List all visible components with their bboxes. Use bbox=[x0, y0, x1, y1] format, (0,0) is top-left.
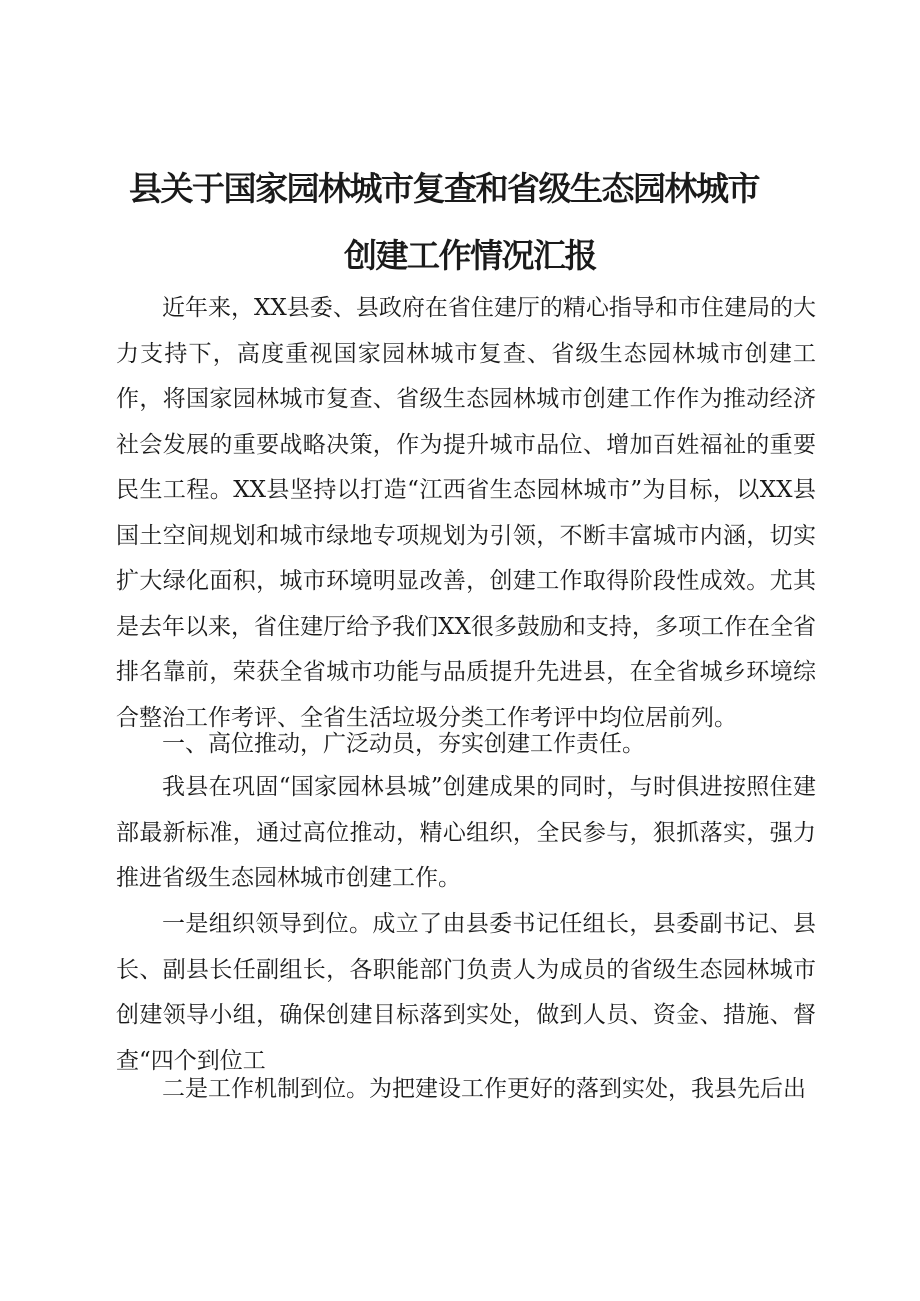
section-heading-1: 一、高位推动，广泛动员，夯实创建工作责任。 bbox=[162, 731, 645, 757]
paragraph-section1-summary: 我县在巩固“国家园林县城”创建成果的同时，与时俱进按照住建部最新标准，通过高位推动，精心组织，全民参与，狠抓落实，强力推进省级生态园林城市创建工作。 bbox=[116, 774, 816, 891]
paragraph-intro: 近年来，XX县委、县政府在省住建厅的精心指导和市住建局的大力支持下，高度重视国家园林城市复查、省级生态园林城市创建工作，将国家园林城市复查、省级生态园林城市创建工作作为推动经济社会发展的重要战略决策，作为提升城市品位、增加百姓福祉的重要民生工程。XX县坚持以打造“江西省生态园林城市”为目标，以XX县国土空间规划和城市绿地专项规划为引领，不断丰富城市内涵，切实扩大绿化面积，城市环境明显改善，创建工作取得阶段性成效。尤其是去年以来，省住建厅给予我们XX很多鼓励和支持，多项工作在全省排名靠前，荣获全省城市功能与品质提升先进县，在全省城乡环境综合整治工作考评、全省生活垃圾分类工作考评中均位居前列。 bbox=[116, 295, 816, 731]
document-title-line-2: 创建工作情况汇报 bbox=[344, 236, 596, 275]
paragraph-work-mechanism: 二是工作机制到位。为把建设工作更好的落到实处，我县先后出 bbox=[162, 1076, 806, 1102]
document-title-line-1: 县关于国家园林城市复查和省级生态园林城市 bbox=[129, 169, 759, 208]
paragraph-organization-leadership: 一是组织领导到位。成立了由县委书记任组长，县委副书记、县长、副县长任副组长，各职能部门负责人为成员的省级生态园林城市创建领导小组，确保创建目标落到实处，做到人员、资金、措施、督查“四个到位工 bbox=[116, 911, 816, 1074]
